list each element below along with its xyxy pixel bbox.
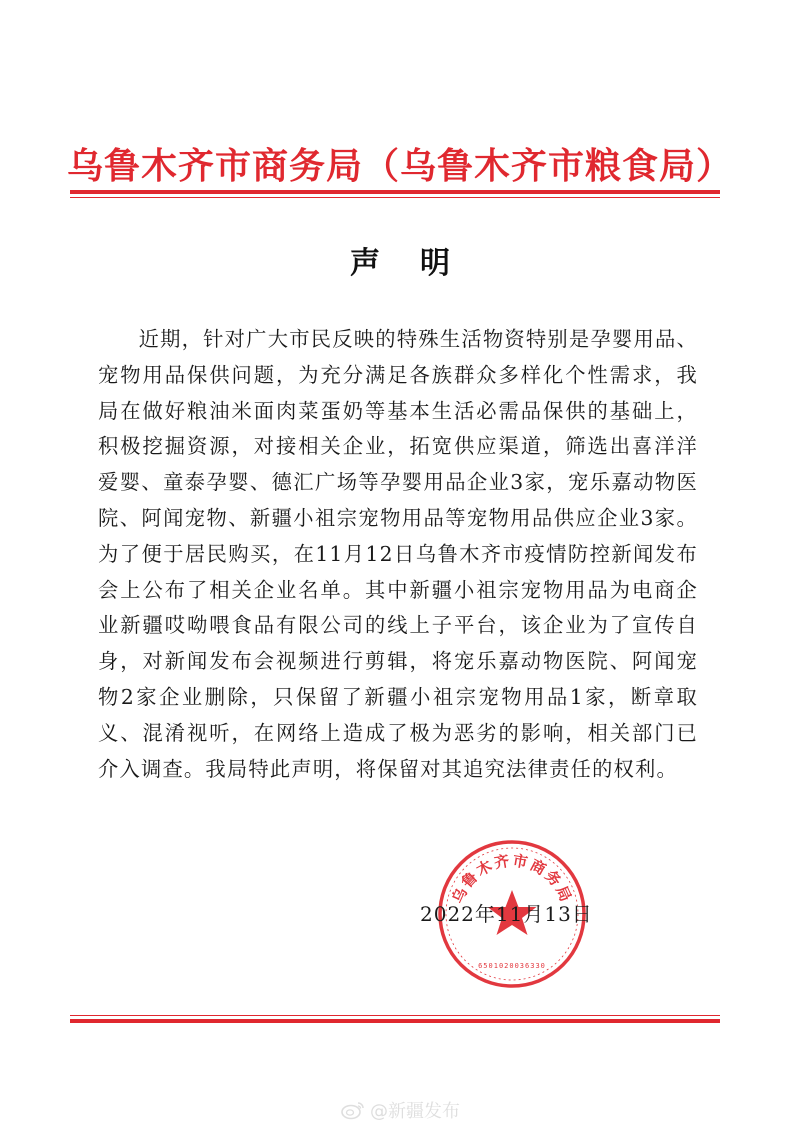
seal-text: 乌鲁木齐市商务局	[448, 851, 576, 907]
document-title: 声明	[350, 246, 490, 281]
watermark-text: @新疆发布	[370, 1101, 460, 1122]
weibo-icon	[340, 1100, 366, 1120]
footer-divider-thick	[70, 1019, 720, 1023]
footer-divider-thin	[70, 1015, 720, 1016]
letterhead-org-name: 乌鲁木齐市商务局（乌鲁木齐市粮食局）	[66, 146, 733, 187]
document-date: 2022年11月13日	[420, 902, 593, 926]
letterhead-divider-thick	[70, 190, 720, 194]
watermark	[340, 1098, 460, 1122]
body-paragraph: 近期，针对广大市民反映的特殊生活物资特别是孕婴用品、宠物用品保供问题，为充分满足各族群众多样化个性需求，我局在做好粮油米面肉菜蛋奶等基本生活必需品保供的基础上，积极挖掘资源，对接相关企业，拓宽供应渠道，筛选出喜洋洋爱婴、童泰孕婴、德汇广场等孕婴用品企业3家，宠乐嘉动物医院、阿闻宠物、新疆小祖宗宠物用品等宠物用品供应企业3家。为了便于居民购买，在11月12日乌鲁木齐市疫情防控新闻发布会上公布了相关企业名单。其中新疆小祖宗宠物用品为电商企业新疆哎呦喂食品有限公司的线上子平台，该企业为了宣传自身，对新闻发布会视频进行剪辑，将宠乐嘉动物医院、阿闻宠物2家企业删除，只保留了新疆小祖宗宠物用品1家，断章取义、混淆视听，在网络上造成了极为恶劣的影响，相关部门已介入调查。我局特此声明，将保留对其追究法律责任的权利。	[98, 327, 698, 781]
seal-serial: 6501020036330	[478, 962, 546, 970]
document-body	[98, 322, 698, 787]
letterhead-divider-thin	[70, 197, 720, 198]
